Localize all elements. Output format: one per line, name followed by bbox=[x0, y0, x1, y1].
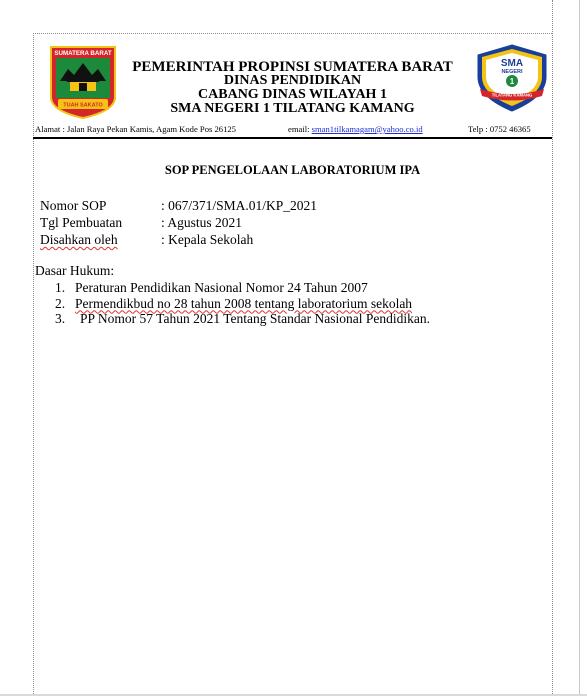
list-item-number: 2. bbox=[55, 295, 66, 311]
list-item bbox=[55, 296, 430, 312]
list-item bbox=[55, 311, 430, 327]
logo-left-banner-text: SUMATERA BARAT bbox=[54, 50, 112, 57]
list-item bbox=[55, 280, 430, 296]
telephone-text: Telp : 0752 46365 bbox=[468, 124, 531, 134]
logo-right-number-text: 1 bbox=[509, 77, 515, 86]
address-text: Alamat : Jalan Raya Pekan Kamis, Agam Kode Pos 26125 bbox=[35, 124, 236, 134]
meta-label: Nomor SOP bbox=[40, 198, 107, 213]
email-link[interactable]: sman1tilkamagam@yahoo.co.id bbox=[311, 124, 423, 134]
letterhead-line-2: DINAS PENDIDIKAN bbox=[223, 73, 362, 88]
meta-label: Disahkan oleh bbox=[40, 232, 118, 247]
meta-value: : Agustus 2021 bbox=[161, 215, 243, 230]
meta-label: Tgl Pembuatan bbox=[40, 215, 123, 230]
list-item-number: 1. bbox=[55, 280, 66, 295]
logo-right-sma-text: SMA bbox=[500, 58, 524, 69]
email-label: email: bbox=[288, 124, 310, 134]
list-item-text: PP Nomor 57 Tahun 2021 Tentang Standar Nasional Pendidikan. bbox=[80, 311, 430, 326]
document-title: SOP PENGELOLAAN LABORATORIUM IPA bbox=[164, 163, 421, 177]
meta-value: : 067/371/SMA.01/KP_2021 bbox=[161, 198, 318, 213]
list-item-text: Permendikbud no 28 tahun 2008 tentang laboratorium sekolah bbox=[75, 295, 413, 311]
margin-guide-top bbox=[33, 33, 552, 34]
logo-right-negeri-text: NEGERI bbox=[501, 69, 523, 75]
margin-guide-right bbox=[552, 0, 553, 696]
margin-guide-left bbox=[33, 33, 34, 696]
letterhead bbox=[120, 60, 465, 116]
meta-value: : Kepala Sekolah bbox=[161, 232, 254, 247]
letterhead-line-1: PEMERINTAH PROPINSI SUMATERA BARAT bbox=[132, 59, 453, 75]
letterhead-line-4: SMA NEGERI 1 TILATANG KAMANG bbox=[170, 101, 415, 116]
list-item-number: 3. bbox=[55, 311, 66, 326]
logo-left-ribbon-text: TUAH SAKATO bbox=[63, 102, 103, 109]
logo-right-ribbon-text: TILATANG KAMANG bbox=[491, 92, 533, 98]
address-line bbox=[35, 123, 550, 135]
letterhead-divider bbox=[33, 137, 552, 139]
list-item-text: Peraturan Pendidikan Nasional Nomor 24 Tahun 2007 bbox=[75, 280, 368, 295]
email-block bbox=[288, 123, 423, 135]
page-edge bbox=[579, 0, 580, 696]
letterhead-line-3: CABANG DINAS WILAYAH 1 bbox=[198, 87, 387, 102]
dasar-hukum-list bbox=[55, 280, 430, 327]
sumatera-barat-crest-logo bbox=[48, 45, 118, 119]
sma-negeri-1-badge-logo bbox=[474, 43, 550, 113]
dasar-hukum-heading: Dasar Hukum: bbox=[35, 263, 115, 278]
